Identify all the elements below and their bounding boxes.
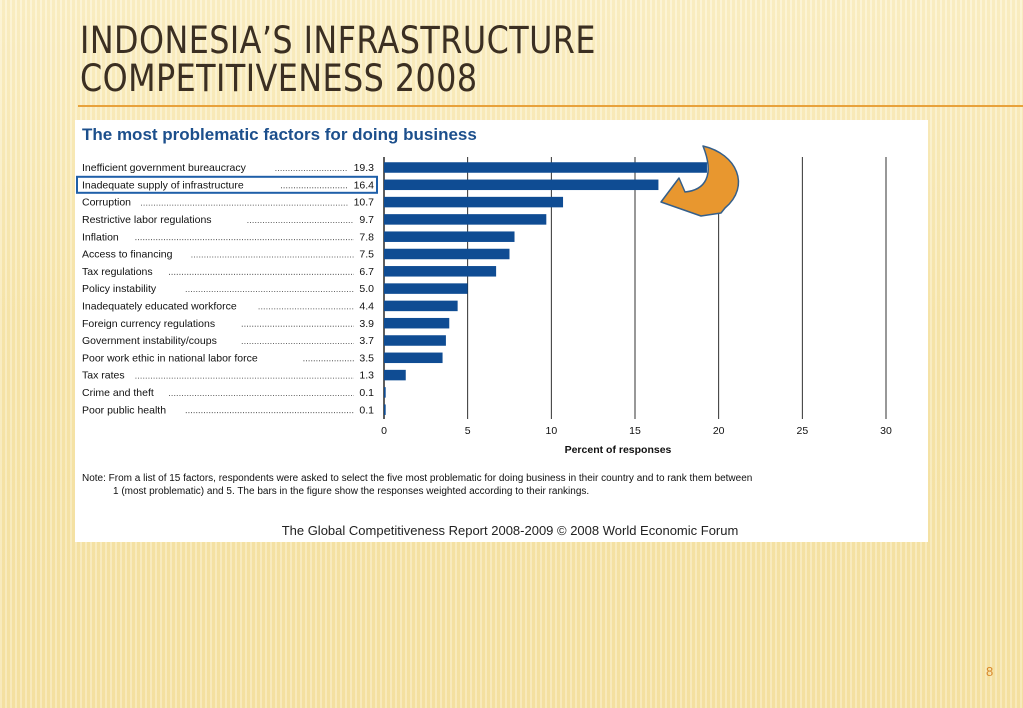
category-label: Poor work ethic in national labor force [82, 352, 258, 365]
curved-arrow [661, 146, 738, 216]
bars-layer [384, 162, 707, 415]
category-label: Crime and theft [82, 387, 154, 399]
bar [384, 162, 707, 173]
chart-note-line2: 1 (most problematic) and 5. The bars in the figure show the responses weighted according to their rankings. [113, 486, 590, 497]
category-label: Foreign currency regulations [82, 317, 216, 330]
bar [384, 318, 449, 329]
value-label: 0.1 [359, 387, 374, 399]
x-tick-label: 15 [629, 425, 641, 437]
bar [384, 214, 546, 225]
chart-source: The Global Competitiveness Report 2008-2009 © 2008 World Economic Forum [281, 523, 739, 538]
bar [384, 353, 443, 364]
value-label: 16.4 [353, 179, 374, 192]
bar [384, 335, 446, 346]
bar [384, 197, 563, 208]
value-label: 7.5 [359, 248, 374, 261]
chart-title: The most problematic factors for doing business [82, 125, 477, 144]
category-label: Corruption [82, 196, 132, 209]
value-label: 10.7 [353, 196, 374, 209]
x-tick-label: 20 [712, 425, 725, 437]
value-label: 4.4 [359, 300, 374, 313]
chart-panel [75, 120, 928, 542]
title-divider [78, 105, 1023, 107]
value-label: 1.3 [359, 369, 374, 382]
category-label: Policy instability [82, 283, 157, 296]
x-axis-ticks [381, 425, 892, 437]
category-label: Inadequate supply of infrastructure [82, 179, 244, 192]
bar [384, 249, 510, 260]
bar-chart [75, 120, 928, 542]
bar [384, 180, 658, 191]
bar [384, 266, 496, 277]
value-label: 19.3 [353, 162, 374, 175]
x-axis-title: Percent of responses [564, 444, 672, 456]
x-tick-label: 25 [796, 425, 809, 437]
category-label: Inadequately educated workforce [82, 300, 237, 313]
category-labels [77, 162, 377, 416]
slide-title-line2: COMPETITIVENESS 2008 [80, 57, 478, 100]
category-label: Tax rates [82, 369, 125, 382]
value-label: 3.5 [359, 352, 374, 365]
category-label: Government instability/coups [82, 335, 217, 348]
slide-title [80, 19, 837, 100]
slide-title-line1: INDONESIA’S INFRASTRUCTURE [80, 19, 596, 62]
value-label: 3.7 [359, 335, 374, 348]
highlight-arrow [661, 146, 738, 216]
bar [384, 404, 386, 415]
category-label: Inefficient government bureaucracy [82, 162, 246, 175]
category-label: Inflation [82, 231, 119, 244]
value-label: 9.7 [359, 214, 374, 226]
bar [384, 370, 406, 381]
bar [384, 231, 515, 242]
bar [384, 283, 468, 294]
x-tick-label: 10 [545, 425, 558, 437]
value-label: 3.9 [359, 317, 374, 330]
x-tick-label: 5 [464, 425, 471, 437]
bar [384, 387, 386, 398]
value-label: 5.0 [359, 283, 374, 296]
category-label: Poor public health [82, 404, 167, 417]
chart-note-line1: Note: From a list of 15 factors, respondents were asked to select the five most problematic for doing business in their country and to rank them between [82, 473, 753, 484]
x-tick-label: 0 [381, 425, 387, 437]
bar [384, 301, 458, 312]
x-tick-label: 30 [880, 425, 892, 437]
value-label: 7.8 [359, 231, 374, 244]
category-label: Restrictive labor regulations [82, 214, 212, 226]
category-label: Access to financing [82, 248, 173, 261]
value-label: 0.1 [359, 404, 374, 417]
page-number: 8 [986, 664, 994, 679]
category-label: Tax regulations [82, 265, 153, 278]
value-label: 6.7 [359, 265, 374, 278]
